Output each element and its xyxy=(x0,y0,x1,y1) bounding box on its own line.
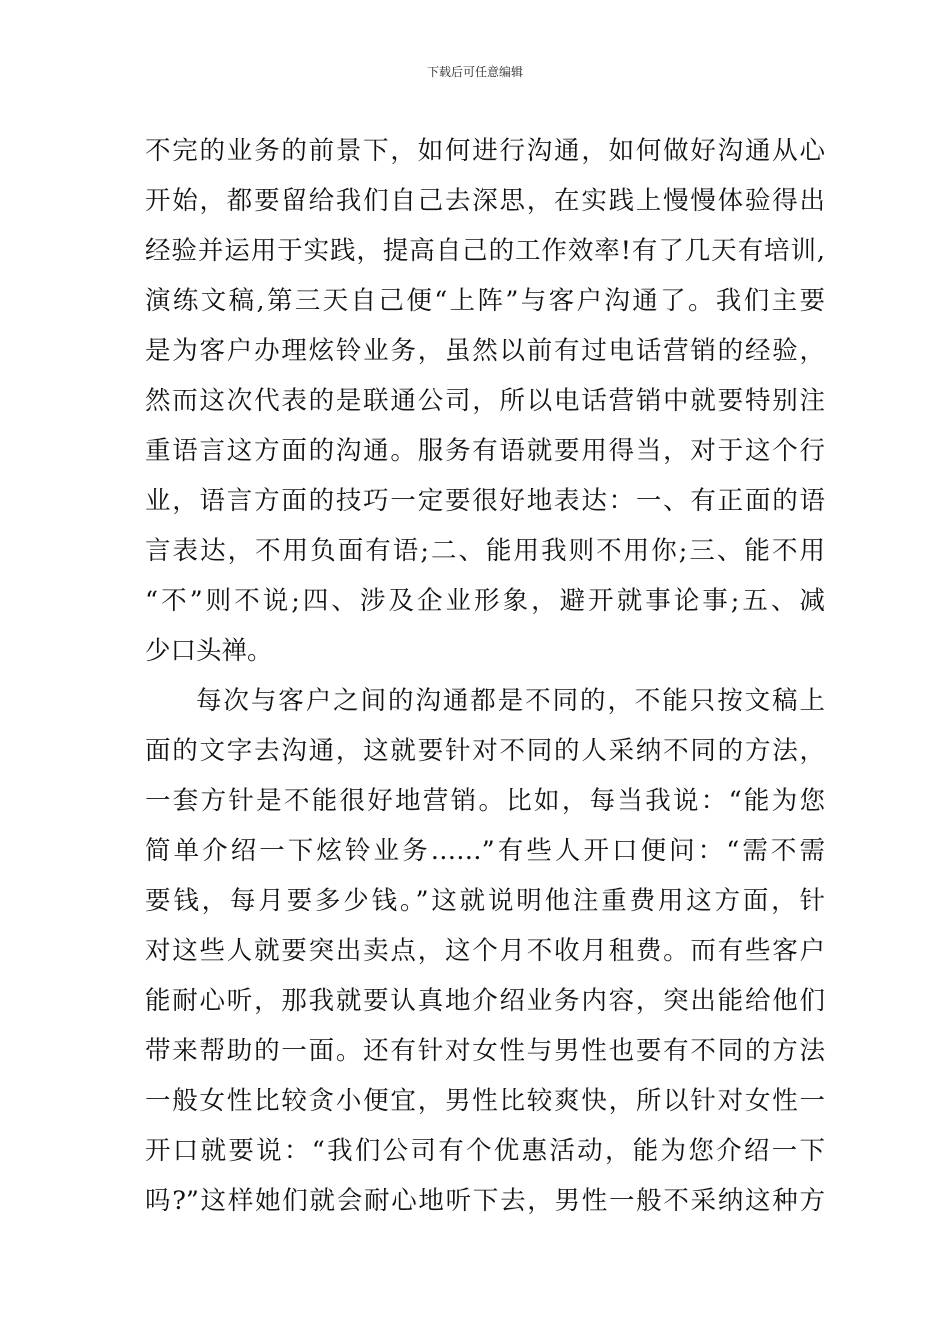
paragraph-2-line: 简单介绍一下炫铃业务……”有些人开口便问：“需不需 xyxy=(145,836,825,866)
paragraph-1-line: 不完的业务的前景下，如何进行沟通，如何做好沟通从心 xyxy=(145,136,825,166)
paragraph-2-line: 一般女性比较贪小便宜，男性比较爽快，所以针对女性一 xyxy=(145,1086,825,1116)
paragraph-2-line: 吗?”这样她们就会耐心地听下去，男性一般不采纳这种方 xyxy=(145,1186,825,1216)
paragraph-1-line: 演练文稿,第三天自己便“上阵”与客户沟通了。我们主要 xyxy=(145,286,825,316)
document-body xyxy=(145,126,825,1226)
paragraph-1-line: 重语言这方面的沟通。服务有语就要用得当，对于这个行 xyxy=(145,436,825,466)
paragraph-2-line: 一套方针是不能很好地营销。比如，每当我说：“能为您 xyxy=(145,786,825,816)
paragraph-1-line: “不”则不说;四、涉及企业形象，避开就事论事;五、减 xyxy=(145,586,825,616)
paragraph-1-line: 少口头禅。 xyxy=(145,636,273,666)
paragraph-1-line: 言表达，不用负面有语;二、能用我则不用你;三、能不用 xyxy=(145,536,825,566)
paragraph-1-line: 业，语言方面的技巧一定要很好地表达：一、有正面的语 xyxy=(145,486,825,516)
paragraph-2-line: 每次与客户之间的沟通都是不同的，不能只按文稿上 xyxy=(196,686,825,716)
paragraph-2-line: 能耐心听，那我就要认真地介绍业务内容，突出能给他们 xyxy=(145,986,825,1016)
paragraph-1-line: 然而这次代表的是联通公司，所以电话营销中就要特别注 xyxy=(145,386,825,416)
page-header: 下载后可任意编辑 xyxy=(426,65,523,79)
paragraph-1-line: 是为客户办理炫铃业务，虽然以前有过电话营销的经验， xyxy=(145,336,825,366)
paragraph-2-line: 带来帮助的一面。还有针对女性与男性也要有不同的方法 xyxy=(145,1036,825,1066)
paragraph-1-line: 开始，都要留给我们自己去深思，在实践上慢慢体验得出 xyxy=(145,186,825,216)
paragraph-2-line: 要钱，每月要多少钱。”这就说明他注重费用这方面，针 xyxy=(145,886,825,916)
paragraph-2-line: 开口就要说：“我们公司有个优惠活动，能为您介绍一下 xyxy=(145,1136,825,1166)
paragraph-2-line: 面的文字去沟通，这就要针对不同的人采纳不同的方法， xyxy=(145,736,825,766)
paragraph-2-line: 对这些人就要突出卖点，这个月不收月租费。而有些客户 xyxy=(145,936,825,966)
paragraph-1-line: 经验并运用于实践，提高自己的工作效率!有了几天有培训, xyxy=(145,236,825,266)
